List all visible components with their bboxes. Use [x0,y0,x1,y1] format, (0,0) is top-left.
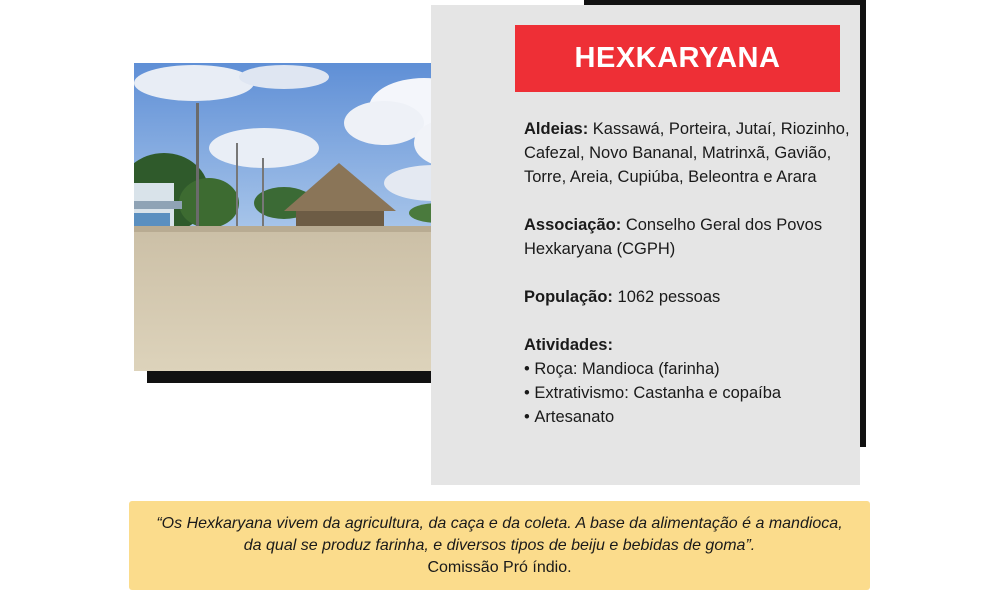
list-item: • Extrativismo: Castanha e copaíba [524,381,854,405]
associacao-value: Conselho Geral dos Povos Hexkaryana (CGPH) [524,216,823,258]
populacao-value: 1062 pessoas [617,288,721,306]
info-content [524,117,854,429]
aldeias-value: Kassawá, Porteira, Jutaí, Riozinho, Cafezal, Novo Bananal, Matrinxã, Gavião, Torre, Areia, Cupiúba, Beleontra e Arara [524,120,850,186]
quote-text: “Os Hexkaryana vivem da agricultura, da caça e da coleta. A base da alimentação é a mandioca, da qual se produz farinha, e diversos tipos de beiju e bebidas de goma”. [156,514,843,554]
aldeias-label: Aldeias: [524,120,589,138]
quote-source: Comissão Pró índio. [427,558,572,576]
atividades-list [524,357,854,429]
associacao-label: Associação: [524,216,622,234]
aldeias-row [524,117,854,189]
atividades-label-row [524,333,854,357]
populacao-label: População: [524,288,613,306]
title-bar [515,25,840,92]
list-item: • Roça: Mandioca (farinha) [524,357,854,381]
associacao-row [524,213,854,261]
page-title: HEXKARYANA [574,42,781,74]
populacao-row [524,285,854,309]
atividades-label: Atividades: [524,336,613,354]
quote-box [129,501,870,590]
list-item: • Artesanato [524,405,854,429]
